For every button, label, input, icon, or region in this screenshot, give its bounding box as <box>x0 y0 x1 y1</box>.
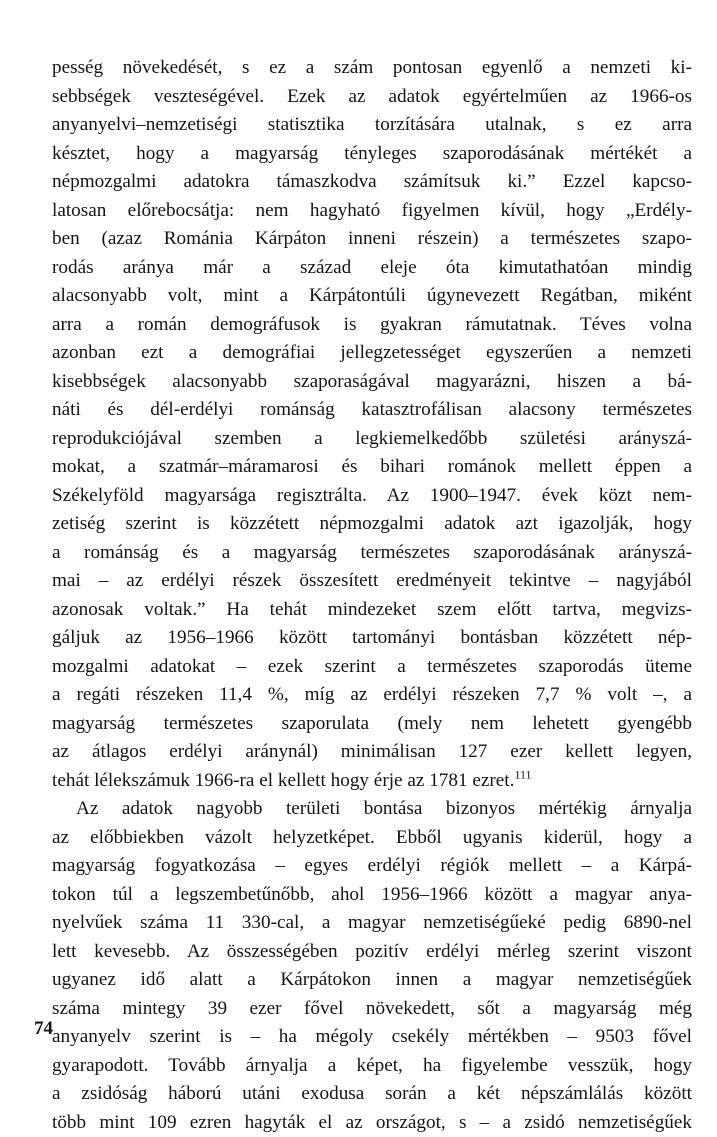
text-line: zetiség szerint is közzétett népmozgalmi adatok azt igazolják, hogy <box>52 510 692 539</box>
footnote-reference: 111 <box>514 767 531 781</box>
text-line: ben (azaz Románia Kárpáton inneni részein) a természetes szapo- <box>52 225 692 254</box>
text-line: tokon túl a legszembetűnőbb, ahol 1956–1966 között a magyar anya- <box>52 881 692 910</box>
text-line: tehát lélekszámuk 1966-ra el kellett hogy érje az 1781 ezret. <box>52 770 514 791</box>
text-line: népmozgalmi adatokra támaszkodva számítsuk ki.” Ezzel kapcso- <box>52 168 692 197</box>
text-line: késztet, hogy a magyarság tényleges szaporodásának mértékét a <box>52 140 692 169</box>
paragraph-first-line: Az adatok nagyobb területi bontása bizonyos mértékig árnyalja <box>52 795 692 824</box>
page-number: 74 <box>34 1018 53 1040</box>
text-line: gyarapodott. Tovább árnyalja a képet, ha figyelembe vesszük, hogy <box>52 1052 692 1081</box>
text-line: pesség növekedését, s ez a szám pontosan egyenlő a nemzeti ki- <box>52 54 692 83</box>
text-line: lett kevesebb. Az összességében pozitív erdélyi mérleg szerint viszont <box>52 938 692 967</box>
body-text <box>52 54 692 1137</box>
text-line: az előbbiekben vázolt helyzetképet. Ebből ugyanis kiderül, hogy a <box>52 824 692 853</box>
text-line: anyanyelv szerint is – ha mégoly csekély mértékben – 9503 fővel <box>52 1023 692 1052</box>
text-line: sebbségek veszteségével. Ezek az adatok egyértelműen az 1966-os <box>52 83 692 112</box>
text-line: alacsonyabb volt, mint a Kárpátontúli úgynevezett Regátban, miként <box>52 282 692 311</box>
text-line: több mint 109 ezren hagyták el az országot, s – a zsidó nemzetiségűek <box>52 1109 692 1137</box>
paragraph-end-line <box>52 767 692 796</box>
text-line: kisebbségek alacsonyabb szaporaságával magyarázni, hiszen a bá- <box>52 368 692 397</box>
text-line: reprodukciójával szemben a legkiemelkedőbb születési arányszá- <box>52 425 692 454</box>
text-line: Székelyföld magyarsága regisztrálta. Az 1900–1947. évek közt nem- <box>52 482 692 511</box>
text-line: száma mintegy 39 ezer fővel növekedett, sőt a magyarság még <box>52 995 692 1024</box>
text-line: a románság és a magyarság természetes szaporodásának arányszá- <box>52 539 692 568</box>
text-line: a zsidóság háború utáni exodusa során a két népszámlálás között <box>52 1080 692 1109</box>
text-line: mozgalmi adatokat – ezek szerint a természetes szaporodás üteme <box>52 653 692 682</box>
text-line: azonban ezt a demográfiai jellegzetességet egyszerűen a nemzeti <box>52 339 692 368</box>
text-line: mai – az erdélyi részek összesített eredményeit tekintve – nagyjából <box>52 567 692 596</box>
text-line: rodás aránya már a század eleje óta kimutathatóan mindig <box>52 254 692 283</box>
text-line: a regáti részeken 11,4 %, míg az erdélyi részeken 7,7 % volt –, a <box>52 681 692 710</box>
text-line: anyanyelvi–nemzetiségi statisztika torzítására utalnak, s ez arra <box>52 111 692 140</box>
text-line: ugyanez idő alatt a Kárpátokon innen a magyar nemzetiségűek <box>52 966 692 995</box>
text-line: azonosak voltak.” Ha tehát mindezeket szem előtt tartva, megvizs- <box>52 596 692 625</box>
text-line: mokat, a szatmár–máramarosi és bihari románok mellett éppen a <box>52 453 692 482</box>
text-line: magyarság természetes szaporulata (mely nem lehetett gyengébb <box>52 710 692 739</box>
text-line: gáljuk az 1956–1966 között tartományi bontásban közzétett nép- <box>52 624 692 653</box>
text-line: arra a román demográfusok is gyakran rámutatnak. Téves volna <box>52 311 692 340</box>
text-line: náti és dél-erdélyi románság katasztrofálisan alacsony természetes <box>52 396 692 425</box>
text-line: latosan előrebocsátja: nem hagyható figyelmen kívül, hogy „Erdély- <box>52 197 692 226</box>
text-line: nyelvűek száma 11 330-cal, a magyar nemzetiségűeké pedig 6890-nel <box>52 909 692 938</box>
text-line: magyarság fogyatkozása – egyes erdélyi régiók mellett – a Kárpá- <box>52 852 692 881</box>
text-line: az átlagos erdélyi aránynál) minimálisan 127 ezer kellett legyen, <box>52 738 692 767</box>
